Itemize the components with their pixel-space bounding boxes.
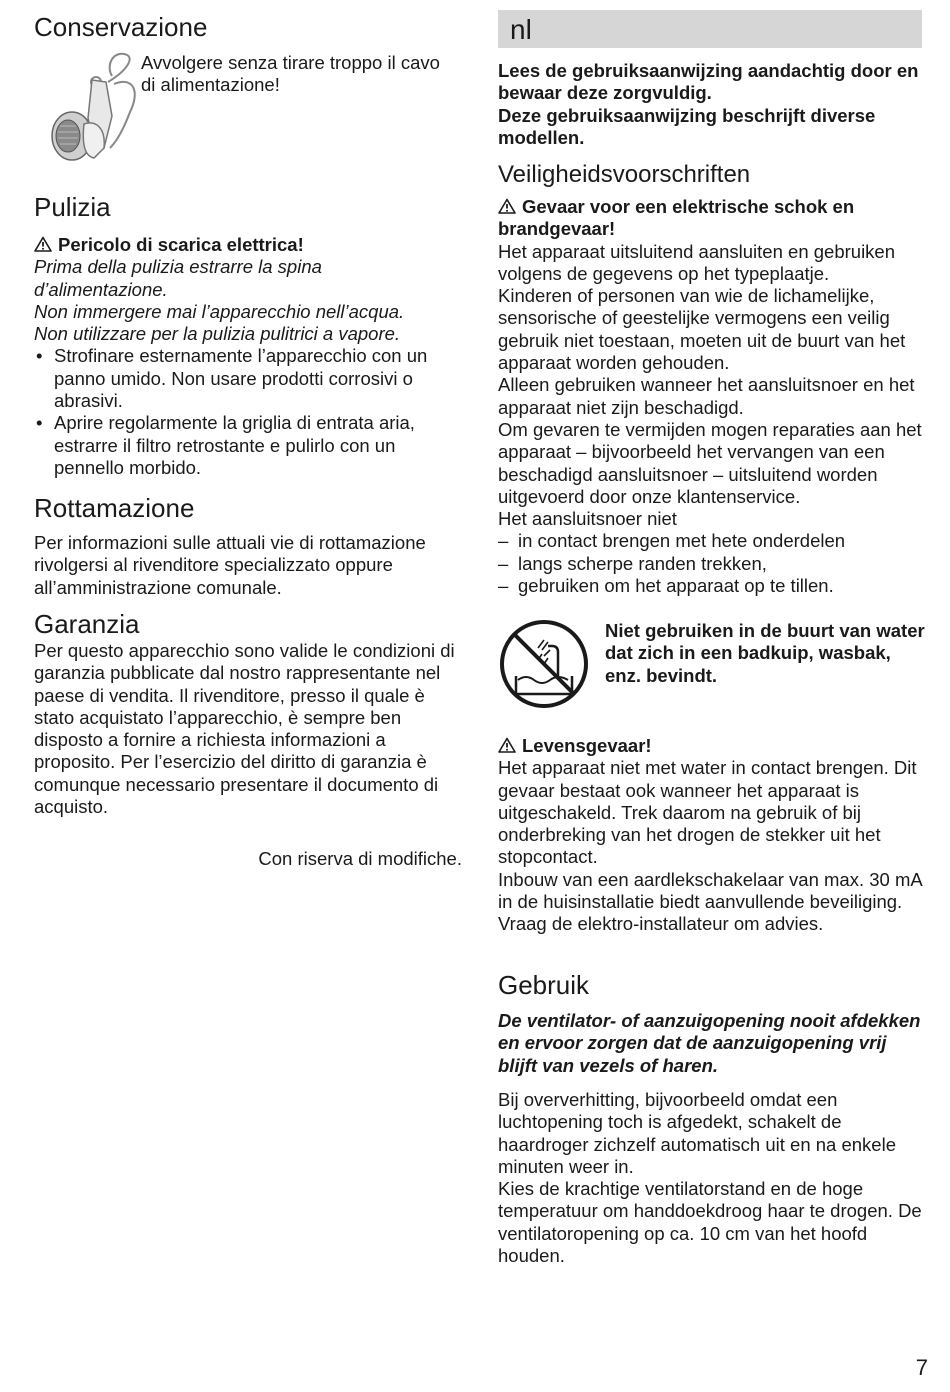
gebruik-body: [498, 1089, 928, 1267]
garanzia-text: Per questo apparecchio sono valide le condizioni di garanzia pubblicate dal nostro rappresentante nel paese di vendita. Il rivenditore, presso il quale è stato acquistato l’apparecchio, è sempre ben disposto a fornire a richiesta informazioni a proposito. Per l’esercizio del diritto di garanzia è comunque necessario presentare il documento di acquisto.: [34, 640, 455, 818]
rottamazione-text: Per informazioni sulle attuali vie di rottamazione rivolgersi al rivenditore specializzato oppure all’amministrazione comunale.: [34, 532, 426, 598]
rottamazione-title: Rottamazione: [34, 493, 195, 523]
pulizia-warning: [34, 234, 466, 256]
pulizia-italic-line: Non utilizzare per la pulizia pulitrici a vapore.: [34, 323, 401, 345]
veiligheid-warning: [498, 196, 928, 241]
pulizia-italic-line: Non immergere mai l’apparecchio nell’acqua.: [34, 300, 405, 322]
pulizia-bullet: • Strofinare esternamente l’apparecchio con un panno umido. Non usare prodotti corrosivi o abrasivi.: [34, 345, 454, 412]
veiligheid-dash-item: – gebruiken om het apparaat op te tillen.: [498, 575, 928, 597]
gebruik-warning: De ventilator- of aanzuigopening nooit afdekken en ervoor zorgen dat de aanzuigopening vrij blijft van vezels of haren.: [498, 1010, 921, 1076]
hair-dryer-illustration: [48, 52, 148, 168]
bath-warning: Niet gebruiken in de buurt van water dat zich in een badkuip, wasbak, enz. bevindt.: [605, 620, 925, 686]
pulizia-title: Pulizia: [34, 192, 111, 222]
nl-intro-paragraph: Deze gebruiksaanwijzing beschrijft diverse modellen.: [498, 104, 876, 148]
pulizia-italic-line: Prima della pulizia estrarre la spina: [34, 256, 322, 278]
nl-intro: [498, 60, 928, 149]
gebruik-title: Gebruik: [498, 970, 590, 1000]
life-warning-text: Levensgevaar!: [522, 735, 652, 756]
veiligheid-paragraph: Om gevaren te vermijden mogen reparaties aan het apparaat – bijvoorbeeld het vervangen van een beschadigd aansluitsnoer – uitsluitend worden uitgevoerd door onze klantenservice.: [498, 418, 922, 507]
garanzia-title: Garanzia: [34, 609, 140, 639]
veiligheid-dash-item: – in contact brengen met hete onderdelen: [498, 530, 928, 552]
warning-triangle-icon: [498, 198, 516, 214]
gebruik-paragraph: Bij oververhitting, bijvoorbeeld omdat een luchtopening toch is afgedekt, schakelt de haardroger zichzelf automatisch uit en na enkele minuten weer in.: [498, 1089, 896, 1177]
pulizia-italic-line: d’alimentazione.: [34, 278, 168, 300]
language-bar: [498, 10, 922, 48]
garanzia-reserve: Con riserva di modifiche.: [258, 848, 462, 869]
life-paragraph: Het apparaat niet met water in contact brengen. Dit gevaar bestaat ook wanneer het apparaat is uitgeschakeld. Trek daarom na gebruik of bij onderbreking van het drogen de stekker uit het stopcontact.: [498, 757, 917, 868]
conservazione-title: Conservazione: [34, 12, 208, 42]
page-number: 7: [915, 1355, 928, 1380]
pulizia-bullet-list: [34, 345, 454, 479]
gebruik-paragraph: Kies de krachtige ventilatorstand en de hoge temperatuur om handdoekdroog haar te drogen. De ventilatoropening op ca. 10 cm van het hoofd houden.: [498, 1178, 922, 1267]
pulizia-warning-text: Pericolo di scarica elettrica!: [58, 234, 304, 255]
veiligheid-paragraph: Het aansluitsnoer niet: [498, 508, 677, 530]
conservazione-text: [141, 52, 466, 97]
pulizia-body: [34, 234, 466, 479]
veiligheid-warning-text: Gevaar voor een elektrische schok en brandgevaar!: [498, 196, 855, 240]
warning-triangle-icon: [498, 737, 516, 753]
nl-intro-paragraph: Lees de gebruiksaanwijzing aandachtig door en bewaar deze zorgvuldig.: [498, 60, 919, 104]
life-warning-block: [498, 735, 928, 936]
veiligheid-dash-list: [498, 530, 928, 597]
no-bath-icon: [498, 618, 590, 710]
life-paragraph: Inbouw van een aardlekschakelaar van max. 30 mA in de huisinstallatie biedt aanvullende beveiliging. Vraag de elektro-installateur om advies.: [498, 868, 922, 935]
veiligheid-body: [498, 196, 928, 597]
conservazione-line: Avvolgere senza tirare troppo il cavo: [141, 52, 440, 73]
veiligheid-dash-item: – langs scherpe randen trekken,: [498, 553, 928, 575]
veiligheid-title: Veiligheidsvoorschriften: [498, 161, 751, 188]
veiligheid-paragraph: Het apparaat uitsluitend aansluiten en gebruiken volgens de gegevens op het typeplaatje.: [498, 240, 896, 284]
warning-triangle-icon: [34, 236, 52, 252]
pulizia-bullet: • Aprire regolarmente la griglia di entrata aria, estrarre il filtro retrostante e pulirlo con un pennello morbido.: [34, 412, 454, 479]
life-warning: [498, 735, 928, 757]
conservazione-line: di alimentazione!: [141, 74, 280, 96]
veiligheid-paragraph: Kinderen of personen van wie de lichamelijke, sensorische of geestelijke vermogens een veilig gebruik niet toestaan, moeten uit de buurt van het apparaat worden gehouden.: [498, 285, 906, 374]
language-code: nl: [510, 14, 532, 45]
veiligheid-paragraph: Alleen gebruiken wanneer het aansluitsnoer en het apparaat niet zijn beschadigd.: [498, 374, 915, 418]
